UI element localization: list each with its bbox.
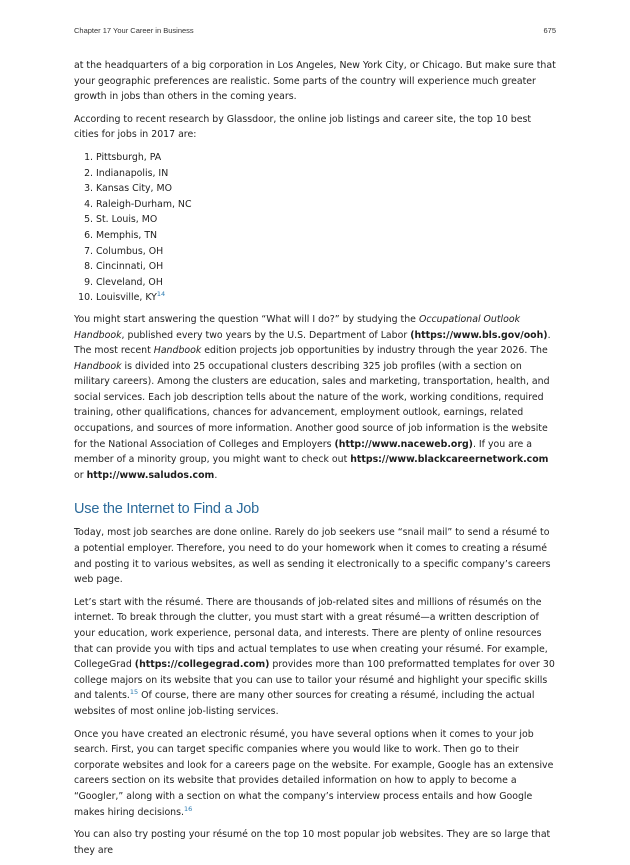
paragraph-online-job-search: Today, most job searches are done online. Rarely do job seekers use “snail mail” to send a résumé to a potential employer. Therefore, you need to do your homework when it comes to creating a résumé and posting it to various websites, as well as sending it electronically to a specific company’s careers web page.	[74, 527, 551, 586]
list-item: 4. Raleigh-Durham, NC	[96, 197, 558, 213]
paragraph-resume: Let’s start with the résumé. There are thousands of job-related sites and millions of résumés on the internet. To break through the clutter, you must start with a great résumé—a written description of your education, work experience, personal data, and interests. There are plenty of online resources that can provide you with tips and actual templates to use when creating your résumé. For example, CollegeGrad (https://collegegrad.com) provides more than 100 preformatted templates for over 30 college majors on its website that you can use to tailor your résumé and highlight your specific skills and talents.$^{15}$ Of course, there are many other sources for creating a résumé, including the actual websites of most online job-listing services.	[74, 596, 555, 717]
page-number: 675	[543, 26, 556, 35]
list-item: 8. Cincinnati, OH	[96, 259, 558, 275]
list-item: 7. Columbus, OH	[96, 244, 558, 260]
link-saludos[interactable]: http://www.saludos.com	[86, 469, 215, 481]
list-item: 9. Cleveland, OH	[96, 275, 558, 291]
paragraph-glassdoor-intro: According to recent research by Glassdoor, the online job listings and career site, the top 10 best cities for jobs in 2017 are:	[74, 113, 532, 141]
book-title: Occupational Outlook Handbook	[74, 313, 521, 341]
footnote-ref-14[interactable]: 14	[156, 290, 166, 299]
list-item: 2. Indianapolis, IN	[96, 166, 558, 182]
paragraph-job-websites: You can also try posting your résumé on the top 10 most popular job websites. They are so large that they are	[74, 829, 551, 856]
list-item: 5. St. Louis, MO	[96, 212, 558, 228]
body-content	[74, 58, 558, 865]
paragraph-electronic-resume: Once you have created an electronic résumé, you have several options when it comes to your job search. First, you can target specific companies where you would like to work. Then go to their corporate websites and look for a careers page on the website. For example, Google has an extensive careers section on its website that provides detailed information on how to apply to become a “Googler,” along with a section on what the company’s interview process entails and how Google makes hiring decisions.$^{16}$	[74, 728, 554, 818]
link-collegegrad[interactable]: (https://collegegrad.com)	[134, 659, 270, 671]
list-item: 6. Memphis, TN	[96, 228, 558, 244]
list-item: 1. Pittsburgh, PA	[96, 150, 558, 166]
paragraph-geographic-preferences: at the headquarters of a big corporation in Los Angeles, New York City, or Chicago. But make sure that your geographic preferences are realistic. Some parts of the country will experience much greater growth in jobs than others in the coming years.	[74, 60, 556, 103]
running-header-chapter: Chapter 17 Your Career in Business	[74, 26, 194, 35]
link-bls[interactable]: (https://www.bls.gov/ooh)	[410, 329, 548, 341]
link-naceweb[interactable]: (http://www.naceweb.org)	[334, 438, 473, 450]
best-cities-list	[74, 150, 558, 306]
list-item: 10. Louisville, KY$^{14}$	[96, 290, 558, 306]
paragraph-occupational-outlook: You might start answering the question “What will I do?” by studying the Occupational Outlook Handbook, published every two years by the U.S. Department of Labor (https://www.bls.gov/ooh). The most recent Handbook edition projects job opportunities by industry through the year 2026. The Handbook is divided into 25 occupational clusters describing 325 job profiles (with a section on military careers). Among the clusters are education, sales and marketing, transportation, health, and social services. Each job description tells about the nature of the work, working conditions, required training, other qualifications, chances for advancement, employment outlook, earnings, related occupations, and sources of more information. Another good source of job information is the website for the National Association of Colleges and Employers (http://www.naceweb.org). If you are a member of a minority group, you might want to check out https://www.blackcareernetwork.com or http://www.saludos.com.	[74, 313, 551, 481]
section-heading: Use the Internet to Find a Job	[74, 501, 260, 518]
footnote-ref-16[interactable]: 16	[184, 804, 193, 813]
link-blackcareernetwork[interactable]: https://www.blackcareernetwork.com	[350, 454, 549, 466]
footnote-ref-15[interactable]: 15	[129, 688, 139, 697]
list-item: 3. Kansas City, MO	[96, 181, 558, 197]
